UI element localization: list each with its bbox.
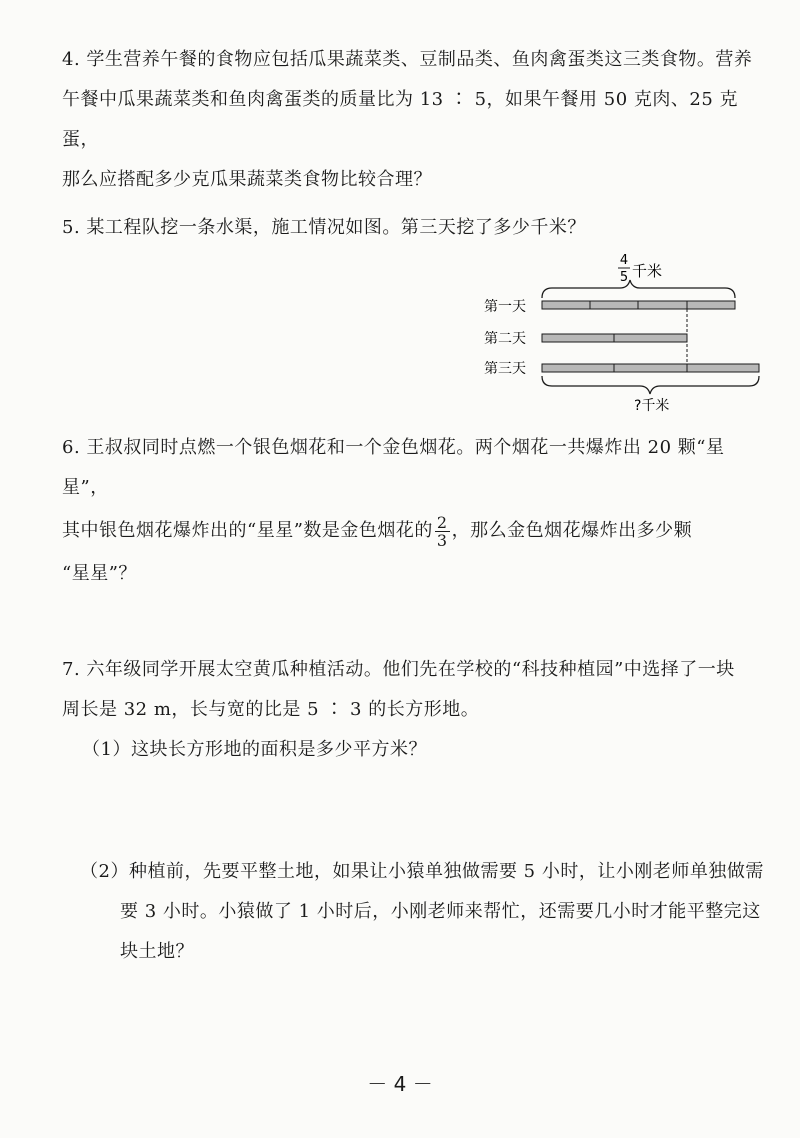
diagram-top-brace [542,280,735,298]
question-5 [62,208,762,248]
fraction-two-thirds [435,514,450,549]
question-4-line-2: 午餐中瓜果蔬菜类和鱼肉禽蛋类的质量比为 13 ∶ 5，如果午餐用 50 克肉、25 克蛋， [62,89,738,150]
diagram-top-fraction-num: 4 [619,253,629,268]
day-3-label: 第三天 [484,361,526,377]
diagram-top-unit: 千米 [632,262,663,280]
question-7-sub-2-line-1: （2）种植前，先要平整土地，如果让小猿单独做需要 5 小时，让小刚老师单独做需 [80,861,764,882]
question-7-sub-2 [80,852,770,972]
question-6-line-2 [62,508,762,554]
fraction-numerator: 2 [436,512,448,532]
question-4-line-3: 那么应搭配多少克瓜果蔬菜类食物比较合理？ [62,169,432,190]
diagram-bottom-label: ?千米 [634,398,670,414]
diagram-bottom-brace [542,376,759,394]
question-4-line-1: 4. 学生营养午餐的食物应包括瓜果蔬菜类、豆制品类、鱼肉禽蛋类这三类食物。营养 [62,49,753,70]
day-1-label: 第一天 [484,299,526,315]
question-4 [62,40,762,200]
day-3-bar [542,364,759,372]
diagram-top-fraction-den: 5 [619,270,629,285]
question-6-line-3: “星星”？ [62,563,137,584]
question-7 [62,650,762,770]
question-6-line-2-post: ，那么金色烟花爆炸出多少颗 [451,520,693,541]
question-6-line-1: 6. 王叔叔同时点燃一个银色烟花和一个金色烟花。两个烟花一共爆炸出 20 颗“星星”， [62,437,725,498]
fraction-denominator: 3 [436,530,448,550]
question-6-line-2-pre: 其中银色烟花爆炸出的“星星”数是金色烟花的 [62,520,433,541]
question-7-line-1: 7. 六年级同学开展太空黄瓜种植活动。他们先在学校的“科技种植园”中选择了一块 [62,659,735,680]
day-2-label: 第二天 [484,331,526,347]
question-7-line-2: 周长是 32 m，长与宽的比是 5 ∶ 3 的长方形地。 [62,699,480,720]
question-5-text: 5. 某工程队挖一条水渠，施工情况如图。第三天挖了多少千米？ [62,217,586,238]
canal-progress-diagram [470,250,770,420]
page-number: － 4 － [367,1072,433,1096]
question-7-sub-2-line-2: 要 3 小时。小猿做了 1 小时后，小刚老师来帮忙，还需要几小时才能平整完这 [120,901,761,922]
question-7-sub-2-line-3: 块土地？ [120,941,194,962]
question-6 [62,428,762,594]
question-7-sub-1: （1）这块长方形地的面积是多少平方米？ [82,739,427,760]
